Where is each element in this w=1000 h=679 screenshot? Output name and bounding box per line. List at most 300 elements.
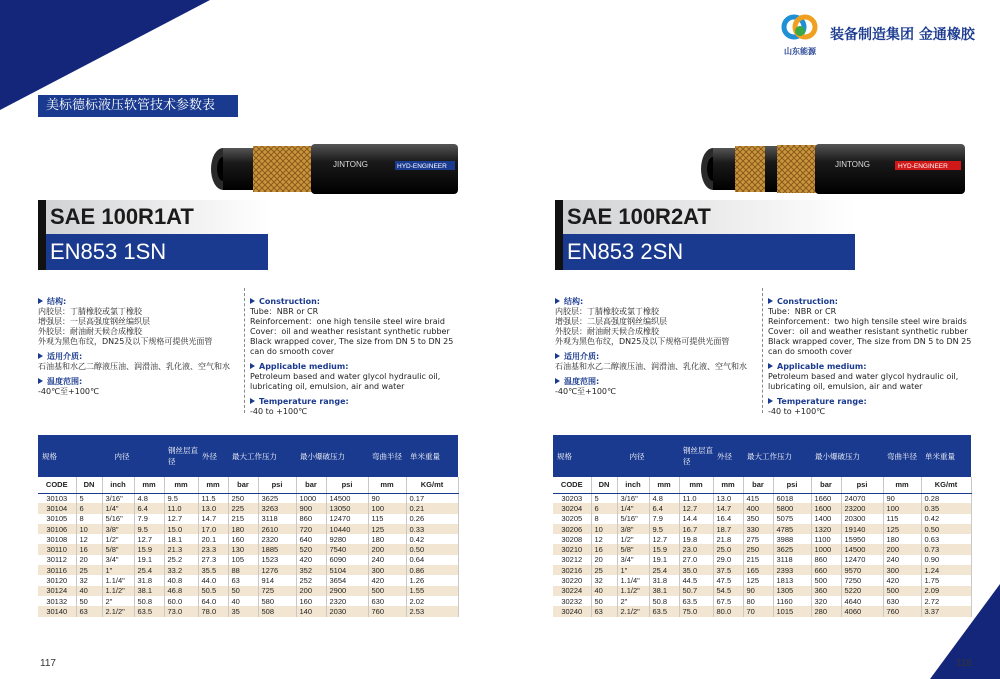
table-cell: 200 [883, 544, 921, 554]
table-row [38, 575, 458, 585]
table-cell: 1/2" [102, 534, 134, 544]
spec-table-1sn [38, 435, 459, 617]
table-cell: 10 [591, 524, 617, 534]
table-cell: 0.50 [406, 544, 458, 554]
table-cell: 352 [296, 565, 326, 575]
medium-heading: 适用介质: [47, 352, 83, 361]
table-cell: 240 [368, 555, 406, 565]
table-cell: 0.21 [406, 503, 458, 513]
unit-cell: mm [649, 477, 679, 493]
table-cell: 70 [743, 606, 773, 616]
table-cell: 900 [296, 503, 326, 513]
table-cell: 100 [368, 503, 406, 513]
table-cell: 360 [811, 586, 841, 596]
unit-cell: psi [258, 477, 296, 493]
table-cell: 630 [368, 596, 406, 606]
brand-header [770, 12, 990, 58]
table-cell: 44.0 [198, 575, 228, 585]
table-row [553, 586, 971, 596]
table-cell: 17.0 [198, 524, 228, 534]
table-row [553, 534, 971, 544]
table-header-row [38, 435, 458, 477]
table-row [38, 493, 458, 503]
structure-line: 增强层：二层高强度钢丝编织层 [555, 317, 667, 326]
table-cell: 31.8 [649, 575, 679, 585]
spec-divider [762, 288, 763, 413]
table-cell: 23.0 [679, 544, 713, 554]
construction-line: Cover：oil and weather resistant synthetic rubber [250, 327, 450, 336]
table-cell: 35.0 [679, 565, 713, 575]
structure-line: 内胶层：丁腈橡胶或氯丁橡胶 [38, 307, 142, 316]
construction-line: Tube：NBR or CR [768, 307, 837, 316]
spec-divider [244, 288, 245, 413]
code-cell: 30208 [553, 534, 591, 544]
hose-image-2sn [695, 143, 967, 195]
table-cell: 19140 [841, 524, 883, 534]
unit-cell: mm [164, 477, 198, 493]
shandong-energy-logo-icon [780, 12, 820, 46]
table-cell: 640 [296, 534, 326, 544]
table-cell: 760 [883, 606, 921, 616]
construction-heading: Construction: [259, 297, 320, 306]
table-cell: 1.75 [921, 575, 971, 585]
table-cell: 20 [76, 555, 102, 565]
table-cell: 3/16" [617, 493, 649, 503]
table-row [38, 586, 458, 596]
table-cell: 18.7 [713, 524, 743, 534]
hose-model-label: HYD-ENGINEER [898, 163, 948, 170]
structure-heading: 结构: [564, 297, 584, 306]
table-cell: 16 [76, 544, 102, 554]
table-cell: 240 [883, 555, 921, 565]
table-cell: 40 [228, 596, 258, 606]
unit-cell: KG/mt [406, 477, 458, 493]
table-cell: 6.4 [649, 503, 679, 513]
table-cell: 1.24 [921, 565, 971, 575]
product-title-2sn [555, 200, 855, 270]
table-cell: 0.33 [406, 524, 458, 534]
table-cell: 23200 [841, 503, 883, 513]
code-cell: 30210 [553, 544, 591, 554]
table-cell: 0.64 [406, 555, 458, 565]
table-cell: 105 [228, 555, 258, 565]
table-cell: 660 [811, 565, 841, 575]
table-cell: 9.5 [134, 524, 164, 534]
table-cell: 32 [76, 575, 102, 585]
header-max-pressure: 最大工作压力 [228, 435, 296, 477]
structure-heading: 结构: [47, 297, 67, 306]
temperature-line: -40 to +100℃ [768, 407, 826, 416]
temperature-line: -40℃至+100℃ [555, 387, 617, 396]
table-cell: 80 [743, 596, 773, 606]
table-cell: 6090 [326, 555, 368, 565]
table-cell: 420 [368, 575, 406, 585]
table-cell: 200 [296, 586, 326, 596]
unit-cell: mm [713, 477, 743, 493]
table-cell: 63.5 [134, 606, 164, 616]
table-cell: 15.0 [164, 524, 198, 534]
table-cell: 64.0 [198, 596, 228, 606]
table-cell: 1" [102, 565, 134, 575]
table-cell: 1.1/4" [102, 575, 134, 585]
table-cell: 12.7 [679, 503, 713, 513]
table-cell: 19.8 [679, 534, 713, 544]
medium-heading: 适用介质: [564, 352, 600, 361]
table-cell: 63 [228, 575, 258, 585]
table-cell: 3263 [258, 503, 296, 513]
table-cell: 75.0 [679, 606, 713, 616]
table-cell: 63.5 [649, 606, 679, 616]
table-row [38, 555, 458, 565]
code-cell: 30204 [553, 503, 591, 513]
table-cell: 2610 [258, 524, 296, 534]
table-cell: 44.5 [679, 575, 713, 585]
header-wire-diameter: 钢丝层直径 [679, 435, 713, 477]
table-cell: 24070 [841, 493, 883, 503]
code-cell: 30108 [38, 534, 76, 544]
document-title: 美标德标液压软管技术参数表 [38, 95, 238, 117]
unit-cell: DN [76, 477, 102, 493]
table-cell: 5 [76, 493, 102, 503]
table-cell: 37.5 [713, 565, 743, 575]
table-cell: 3654 [326, 575, 368, 585]
table-cell: 180 [228, 524, 258, 534]
table-cell: 1" [617, 565, 649, 575]
spec-table-2sn [553, 435, 972, 617]
en-model-title: EN853 1SN [50, 239, 167, 264]
table-cell: 1100 [811, 534, 841, 544]
spec-en-2sn [768, 297, 988, 417]
table-cell: 1885 [258, 544, 296, 554]
medium-line: lubricating oil, emulsion, air and water [768, 382, 923, 391]
unit-cell: mm [883, 477, 921, 493]
temperature-heading: 温度范围: [47, 377, 83, 386]
header-inner-diameter: 内径 [76, 435, 164, 477]
table-cell: 6018 [773, 493, 811, 503]
table-cell: 1600 [811, 503, 841, 513]
table-cell: 14.7 [713, 503, 743, 513]
table-cell: 8 [76, 514, 102, 524]
table-cell: 1.26 [406, 575, 458, 585]
unit-cell: mm [679, 477, 713, 493]
header-spec: 规格 [38, 435, 76, 477]
medium-heading: Applicable medium: [777, 362, 867, 371]
header-bend-radius: 弯曲半径 [883, 435, 921, 477]
table-cell: 21.8 [713, 534, 743, 544]
code-cell: 30220 [553, 575, 591, 585]
table-row [553, 503, 971, 513]
construction-line: Tube：NBR or CR [250, 307, 319, 316]
table-body [553, 477, 971, 617]
table-cell: 2.1/2" [617, 606, 649, 616]
unit-cell: mm [198, 477, 228, 493]
table-cell: 88 [228, 565, 258, 575]
temperature-heading: Temperature range: [259, 397, 349, 406]
table-cell: 19.1 [649, 555, 679, 565]
table-cell: 2320 [326, 596, 368, 606]
table-cell: 400 [743, 503, 773, 513]
table-cell: 40.8 [164, 575, 198, 585]
table-cell: 13050 [326, 503, 368, 513]
table-row [553, 544, 971, 554]
table-cell: 60.0 [164, 596, 198, 606]
table-cell: 16.7 [679, 524, 713, 534]
table-cell: 38.1 [649, 586, 679, 596]
table-cell: 29.0 [713, 555, 743, 565]
code-cell: 30103 [38, 493, 76, 503]
table-cell: 78.0 [198, 606, 228, 616]
table-cell: 0.28 [921, 493, 971, 503]
table-cell: 8 [591, 514, 617, 524]
table-cell: 350 [743, 514, 773, 524]
table-cell: 1305 [773, 586, 811, 596]
medium-line: 石油基和水乙二醇液压油、润滑油、乳化液、空气和水 [38, 362, 230, 371]
table-cell: 18.1 [164, 534, 198, 544]
header-outer-diameter: 外径 [713, 435, 743, 477]
table-cell: 125 [743, 575, 773, 585]
unit-cell: bar [743, 477, 773, 493]
table-cell: 1400 [811, 514, 841, 524]
structure-line: 外观为黑色布纹，DN25及以下规格可提供光面管 [555, 337, 730, 346]
header-bend-radius: 弯曲半径 [368, 435, 406, 477]
table-cell: 15.9 [649, 544, 679, 554]
brand-name: 装备制造集团 金通橡胶 [830, 27, 975, 43]
table-row [38, 514, 458, 524]
table-cell: 3118 [258, 514, 296, 524]
hose-image-1sn [205, 143, 460, 195]
table-cell: 12.7 [649, 534, 679, 544]
table-cell: 20300 [841, 514, 883, 524]
table-cell: 420 [296, 555, 326, 565]
table-cell: 180 [368, 534, 406, 544]
header-burst-pressure: 最小爆破压力 [811, 435, 883, 477]
table-cell: 12 [76, 534, 102, 544]
table-cell: 50.8 [649, 596, 679, 606]
table-cell: 6 [76, 503, 102, 513]
table-cell: 140 [296, 606, 326, 616]
table-cell: 1015 [773, 606, 811, 616]
table-cell: 5/16" [102, 514, 134, 524]
table-cell: 2030 [326, 606, 368, 616]
spec-cn-2sn [555, 297, 755, 397]
table-cell: 1.1/2" [617, 586, 649, 596]
table-cell: 2" [617, 596, 649, 606]
table-cell: 6 [591, 503, 617, 513]
table-cell: 12.7 [134, 534, 164, 544]
header-weight: 单米重量 [406, 435, 458, 477]
table-cell: 2393 [773, 565, 811, 575]
header-weight: 单米重量 [921, 435, 971, 477]
table-cell: 5/16" [617, 514, 649, 524]
table-cell: 500 [811, 575, 841, 585]
table-cell: 180 [883, 534, 921, 544]
table-cell: 11.0 [164, 503, 198, 513]
table-cell: 50 [76, 596, 102, 606]
table-cell: 47.5 [713, 575, 743, 585]
table-cell: 914 [258, 575, 296, 585]
table-cell: 7.9 [649, 514, 679, 524]
unit-cell: mm [134, 477, 164, 493]
table-cell: 1/4" [102, 503, 134, 513]
table-cell: 9.5 [164, 493, 198, 503]
sae-model-title: SAE 100R1AT [50, 204, 194, 229]
unit-cell: mm [368, 477, 406, 493]
table-cell: 67.5 [713, 596, 743, 606]
table-cell: 0.35 [921, 503, 971, 513]
structure-line: 增强层：一层高强度钢丝编织层 [38, 317, 150, 326]
table-cell: 9280 [326, 534, 368, 544]
table-cell: 6.4 [134, 503, 164, 513]
code-cell: 30232 [553, 596, 591, 606]
construction-line: Reinforcement：one high tensile steel wire braid [250, 317, 445, 326]
medium-heading: Applicable medium: [259, 362, 349, 371]
table-cell: 5/8" [617, 544, 649, 554]
brand-logo-text: 山东能源 [784, 47, 816, 56]
table-cell: 330 [743, 524, 773, 534]
table-cell: 73.0 [164, 606, 198, 616]
unit-cell: DN [591, 477, 617, 493]
table-row [38, 596, 458, 606]
table-cell: 630 [883, 596, 921, 606]
hose-brand-label: JINTONG [835, 160, 870, 169]
table-cell: 0.42 [406, 534, 458, 544]
table-cell: 250 [228, 493, 258, 503]
table-cell: 31.8 [134, 575, 164, 585]
construction-line: Black wrapped cover, The size from DN 5 to DN 25 [768, 337, 972, 346]
table-cell: 215 [743, 555, 773, 565]
table-cell: 5/8" [102, 544, 134, 554]
table-cell: 130 [228, 544, 258, 554]
code-cell: 30205 [553, 514, 591, 524]
code-cell: 30203 [553, 493, 591, 503]
table-cell: 25 [76, 565, 102, 575]
table-cell: 4785 [773, 524, 811, 534]
table-cell: 50 [591, 596, 617, 606]
table-cell: 27.0 [679, 555, 713, 565]
table-cell: 420 [883, 575, 921, 585]
table-cell: 5075 [773, 514, 811, 524]
table-cell: 415 [743, 493, 773, 503]
code-cell: 30120 [38, 575, 76, 585]
table-cell: 115 [883, 514, 921, 524]
unit-cell: psi [841, 477, 883, 493]
table-cell: 25.4 [649, 565, 679, 575]
table-cell: 1660 [811, 493, 841, 503]
table-cell: 7250 [841, 575, 883, 585]
table-cell: 0.90 [921, 555, 971, 565]
code-cell: 30124 [38, 586, 76, 596]
table-cell: 3/4" [102, 555, 134, 565]
table-cell: 32 [591, 575, 617, 585]
table-cell: 1000 [811, 544, 841, 554]
table-cell: 1160 [773, 596, 811, 606]
table-cell: 508 [258, 606, 296, 616]
table-row [38, 565, 458, 575]
table-cell: 11.0 [679, 493, 713, 503]
table-cell: 50 [228, 586, 258, 596]
table-cell: 280 [811, 606, 841, 616]
table-cell: 320 [811, 596, 841, 606]
medium-line: Petroleum based and water glycol hydraulic oil, [250, 372, 441, 381]
table-cell: 0.86 [406, 565, 458, 575]
table-cell: 4.8 [134, 493, 164, 503]
table-cell: 0.50 [921, 524, 971, 534]
header-inner-diameter: 内径 [591, 435, 679, 477]
table-cell: 3/16" [102, 493, 134, 503]
table-cell: 15.9 [134, 544, 164, 554]
unit-cell: inch [102, 477, 134, 493]
table-cell: 5800 [773, 503, 811, 513]
hose-brand-label: JINTONG [333, 160, 368, 169]
table-cell: 80.0 [713, 606, 743, 616]
temperature-line: -40 to +100℃ [250, 407, 308, 416]
table-cell: 500 [883, 586, 921, 596]
table-row [553, 493, 971, 503]
hose-model-label: HYD-ENGINEER [397, 163, 447, 170]
table-row [553, 565, 971, 575]
table-cell: 0.26 [406, 514, 458, 524]
table-cell: 12470 [841, 555, 883, 565]
table-cell: 725 [258, 586, 296, 596]
table-cell: 25.2 [164, 555, 198, 565]
table-cell: 2.53 [406, 606, 458, 616]
temperature-heading: 温度范围: [564, 377, 600, 386]
medium-line: Petroleum based and water glycol hydraulic oil, [768, 372, 959, 381]
table-cell: 1813 [773, 575, 811, 585]
table-row [38, 606, 458, 616]
table-row [38, 544, 458, 554]
table-units-row [38, 477, 458, 493]
table-cell: 4640 [841, 596, 883, 606]
code-cell: 30110 [38, 544, 76, 554]
table-cell: 54.5 [713, 586, 743, 596]
code-cell: 30224 [553, 586, 591, 596]
unit-cell: bar [228, 477, 258, 493]
table-cell: 5220 [841, 586, 883, 596]
table-row [553, 524, 971, 534]
table-cell: 0.73 [921, 544, 971, 554]
code-cell: 30240 [553, 606, 591, 616]
table-cell: 860 [296, 514, 326, 524]
unit-cell: bar [811, 477, 841, 493]
table-cell: 14.7 [198, 514, 228, 524]
table-cell: 1/2" [617, 534, 649, 544]
table-cell: 3/8" [617, 524, 649, 534]
code-cell: 30112 [38, 555, 76, 565]
unit-cell: inch [617, 477, 649, 493]
table-cell: 720 [296, 524, 326, 534]
table-cell: 1.1/4" [617, 575, 649, 585]
table-cell: 252 [296, 575, 326, 585]
medium-line: lubricating oil, emulsion, air and water [250, 382, 405, 391]
table-cell: 2320 [258, 534, 296, 544]
table-cell: 0.63 [921, 534, 971, 544]
sae-model-title: SAE 100R2AT [567, 204, 711, 229]
unit-cell: KG/mt [921, 477, 971, 493]
table-cell: 27.3 [198, 555, 228, 565]
table-cell: 4.8 [649, 493, 679, 503]
table-cell: 38.1 [134, 586, 164, 596]
table-cell: 1.1/2" [102, 586, 134, 596]
table-cell: 25.0 [713, 544, 743, 554]
table-cell: 50.8 [134, 596, 164, 606]
table-cell: 165 [743, 565, 773, 575]
construction-line: Cover：oil and weather resistant synthetic rubber [768, 327, 968, 336]
spec-en-1sn [250, 297, 465, 417]
spec-cn-1sn [38, 297, 238, 397]
table-body [38, 477, 458, 617]
table-cell: 1523 [258, 555, 296, 565]
